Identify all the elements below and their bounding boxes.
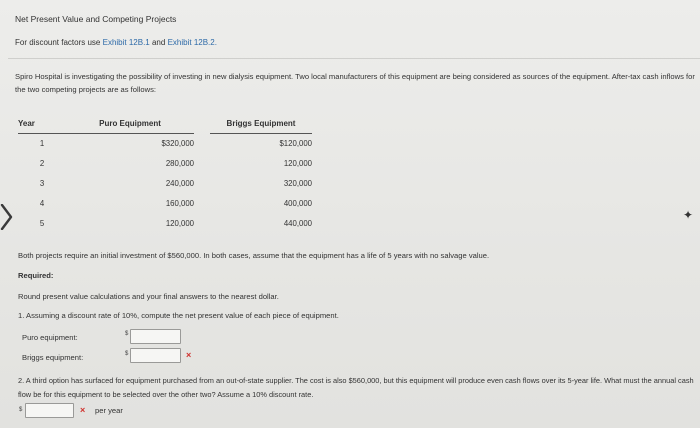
- exhibit-12b1-link[interactable]: Exhibit 12B.1: [102, 38, 150, 47]
- q2-currency: $: [19, 407, 23, 413]
- discount-factors-line: [15, 38, 217, 47]
- per-year-label: per year: [95, 406, 123, 415]
- briggs-cell: $120,000: [279, 138, 312, 148]
- incorrect-x-icon: ×: [186, 350, 192, 360]
- table-row: [18, 193, 312, 213]
- gap-cell: [194, 133, 210, 153]
- briggs-cell: 320,000: [283, 178, 312, 188]
- puro-cell: 280,000: [165, 158, 194, 168]
- puro-cell: $320,000: [161, 138, 194, 148]
- puro-cell: 160,000: [165, 198, 194, 208]
- briggs-cell: 440,000: [283, 218, 312, 228]
- table-row: [18, 153, 312, 173]
- incorrect-x-icon: ×: [80, 405, 86, 415]
- assumption-text: Both projects require an initial investment of $560,000. In both cases, assume that the equipment has a life of 5 years with no salvage value.: [18, 251, 490, 260]
- puro-label: Puro equipment:: [22, 333, 78, 342]
- and-text: and: [151, 38, 166, 47]
- gap-cell: [194, 153, 210, 173]
- header-gap: [194, 114, 210, 133]
- intro-paragraph: Spiro Hospital is investigating the possibility of investing in new dialysis equipment. Two local manufacturers of this equipment are being considered as sources of the equipment. After-tax cash inflows for the two competing projects are as follows:: [15, 72, 695, 94]
- puro-cell: 240,000: [165, 178, 194, 188]
- required-heading: Required:: [18, 271, 54, 280]
- briggs-currency: $: [125, 351, 129, 357]
- exhibit-12b2-link[interactable]: Exhibit 12B.2.: [167, 38, 217, 47]
- table-row: [18, 133, 312, 153]
- star-icon[interactable]: ✦: [683, 208, 694, 222]
- table-header-row: [18, 114, 312, 133]
- year-cell: 4: [39, 198, 45, 208]
- briggs-npv-input[interactable]: [130, 348, 181, 363]
- divider: [8, 58, 700, 59]
- header-briggs: Briggs Equipment: [210, 114, 312, 133]
- header-year: Year: [18, 114, 66, 133]
- year-cell: 5: [39, 218, 45, 228]
- gap-cell: [194, 193, 210, 213]
- puro-npv-input[interactable]: [130, 329, 181, 344]
- discount-prefix: For discount factors use: [15, 38, 101, 47]
- annual-cash-flow-input[interactable]: [25, 403, 74, 418]
- year-cell: 1: [39, 138, 45, 148]
- gap-cell: [194, 213, 210, 233]
- puro-currency: $: [125, 331, 129, 337]
- year-cell: 3: [39, 178, 45, 188]
- rounding-note: Round present value calculations and your final answers to the nearest dollar.: [18, 292, 279, 301]
- question-2: 2. A third option has surfaced for equipment purchased from an out-of-state supplier. The cost is also $560,000, but this equipment will produce even cash flows over its 5-year life. What must the annual cash flow be for this equipment to be selected over the other two? Assume a 10% discount rate.: [18, 376, 694, 399]
- chevron-left-icon[interactable]: [0, 204, 14, 230]
- table-row: [18, 213, 312, 233]
- briggs-cell: 120,000: [283, 158, 312, 168]
- briggs-cell: 400,000: [283, 198, 312, 208]
- gap-cell: [194, 173, 210, 193]
- cash-flow-table: [18, 114, 312, 233]
- page-title: Net Present Value and Competing Projects: [15, 14, 177, 24]
- briggs-label: Briggs equipment:: [22, 353, 84, 362]
- header-puro: Puro Equipment: [66, 114, 194, 133]
- table-row: [18, 173, 312, 193]
- puro-cell: 120,000: [165, 218, 194, 228]
- question-1: 1. Assuming a discount rate of 10%, compute the net present value of each piece of equipment.: [18, 311, 339, 320]
- year-cell: 2: [39, 158, 45, 168]
